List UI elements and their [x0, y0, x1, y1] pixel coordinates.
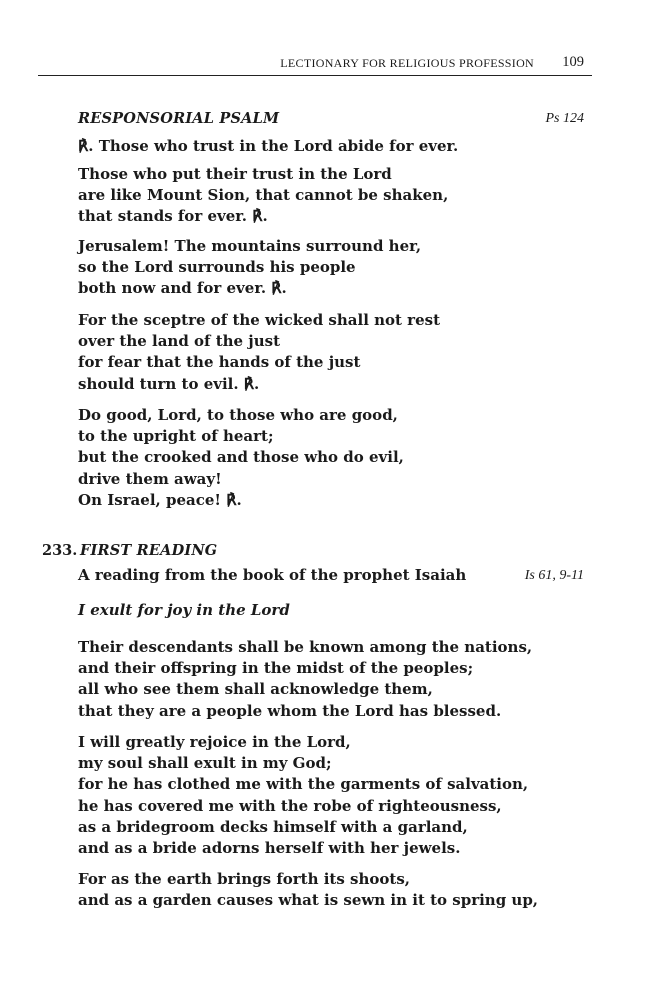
verse-line: for he has clothed me with the garments of salvation, — [78, 775, 529, 794]
page-number: 109 — [562, 54, 584, 70]
reading-stanza-1 — [78, 637, 598, 722]
reading-reference: Is 61, 9-11 — [524, 568, 584, 583]
verse-line: For the sceptre of the wicked shall not rest — [78, 311, 441, 329]
verse-line: that they are a people whom the Lord has blessed. — [78, 701, 502, 720]
verse-line: are like Mount Sion, that cannot be shaken, — [78, 186, 449, 205]
verse-line: Do good, Lord, to those who are good, — [78, 406, 398, 424]
verse-line: and as a garden causes what is sewn in it to spring up, — [78, 891, 539, 910]
verse-line: so the Lord surrounds his people — [78, 258, 356, 277]
verse-line: Their descendants shall be known among the nations, — [78, 638, 533, 656]
reading-intro: A reading from the book of the prophet Isaiah — [78, 566, 467, 584]
verse-line: and as a bride adorns herself with her jewels. — [78, 839, 461, 858]
verse-line: over the land of the just — [78, 332, 281, 351]
psalm-heading: RESPONSORIAL PSALM — [78, 110, 280, 127]
verse-line: to the upright of heart; — [78, 427, 274, 446]
verse-line: On Israel, peace! ℟. — [78, 490, 242, 509]
running-header-title: LECTIONARY FOR RELIGIOUS PROFESSION — [280, 56, 534, 70]
verse-line: drive them away! — [78, 469, 222, 488]
verse-line: but the crooked and those who do evil, — [78, 448, 404, 467]
verse-line: should turn to evil. ℟. — [78, 374, 260, 393]
verse-line: Those who put their trust in the Lord — [78, 165, 392, 183]
reading-subtitle: I exult for joy in the Lord — [78, 601, 290, 619]
reading-stanza-3 — [78, 869, 598, 911]
verse-line: as a bridegroom decks himself with a garland, — [78, 817, 468, 836]
reading-stanza-2 — [78, 732, 598, 859]
psalm-response: ℟. Those who trust in the Lord abide for ever. — [78, 137, 459, 155]
section-number: 233. — [42, 542, 78, 559]
psalm-stanza-1 — [78, 164, 598, 228]
psalm-stanza-4 — [78, 405, 598, 511]
header-rule — [38, 75, 592, 76]
verse-line: I will greatly rejoice in the Lord, — [78, 733, 351, 751]
verse-line: For as the earth brings forth its shoots, — [78, 870, 410, 888]
verse-line: all who see them shall acknowledge them, — [78, 680, 433, 699]
psalm-stanza-2 — [78, 236, 598, 300]
psalm-stanza-3 — [78, 310, 598, 395]
verse-line: for fear that the hands of the just — [78, 353, 361, 372]
verse-line: that stands for ever. ℟. — [78, 207, 268, 226]
verse-line: both now and for ever. ℟. — [78, 279, 287, 298]
verse-line: he has covered me with the robe of righteousness, — [78, 796, 502, 815]
verse-line: and their offspring in the midst of the peoples; — [78, 659, 474, 678]
verse-line: Jerusalem! The mountains surround her, — [78, 237, 422, 255]
psalm-reference: Ps 124 — [545, 111, 584, 126]
verse-line: my soul shall exult in my God; — [78, 754, 332, 773]
reading-heading: FIRST READING — [80, 542, 218, 559]
